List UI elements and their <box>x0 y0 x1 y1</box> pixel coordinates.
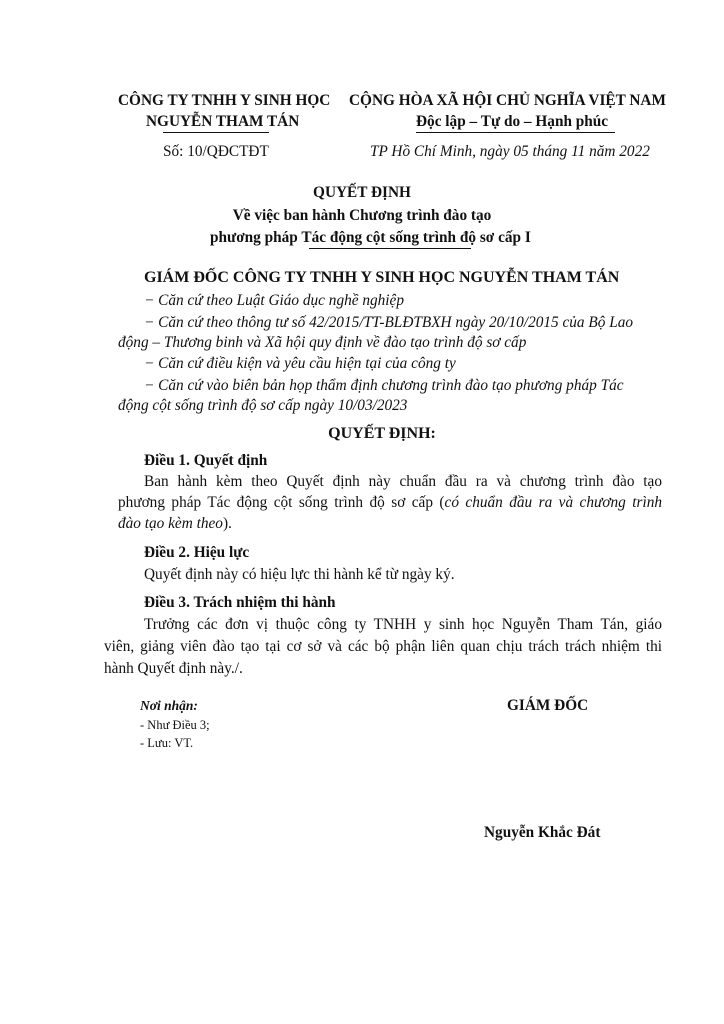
recipient-item: - Lưu: VT. <box>140 736 194 750</box>
basis-item: − Căn cứ vào biên bản họp thẩm định chương trình đào tạo phương pháp Tác <box>144 377 624 394</box>
recipients-label: Nơi nhận: <box>140 698 198 713</box>
basis-item: − Căn cứ theo thông tư số 42/2015/TT-BLĐTBXH ngày 20/10/2015 của Bộ Lao <box>144 314 634 331</box>
article-2-title: Điều 2. Hiệu lực <box>144 544 250 561</box>
article-3-line: viên, giảng viên đào tạo tại cơ sở và các bộ phận liên quan chịu trách trách nhiệm thi <box>104 638 662 655</box>
basis-item-continued: động – Thương binh và Xã hội quy định về đào tạo trình độ sơ cấp <box>118 334 527 351</box>
basis-item: − Căn cứ theo Luật Giáo dục nghề nghiệp <box>144 292 404 309</box>
recipient-item: - Như Điều 3; <box>140 718 210 732</box>
article-1-line: Ban hành kèm theo Quyết định này chuẩn đầu ra và chương trình đào tạo <box>144 473 662 490</box>
place-and-date: TP Hồ Chí Minh, ngày 05 tháng 11 năm 2022 <box>370 143 650 160</box>
decision-subject-line2: phương pháp Tác động cột sống trình độ sơ cấp I <box>210 229 531 246</box>
article-1-text-end: ). <box>222 515 232 532</box>
article-3-line: hành Quyết định này./. <box>104 660 243 677</box>
article-1-note: có chuẩn đầu ra và chương trình <box>444 494 662 511</box>
article-2-line: Quyết định này có hiệu lực thi hành kể từ ngày ký. <box>144 566 455 583</box>
basis-item-continued: động cột sống trình độ sơ cấp ngày 10/03/2023 <box>118 397 408 414</box>
basis-item: − Căn cứ điều kiện và yêu cầu hiện tại của công ty <box>144 355 456 372</box>
signatory-name: Nguyễn Khắc Đát <box>484 824 601 841</box>
decision-heading: QUYẾT ĐỊNH: <box>328 425 436 442</box>
article-3-title: Điều 3. Trách nhiệm thi hành <box>144 594 336 611</box>
signatory-title: GIÁM ĐỐC <box>507 697 589 714</box>
motto-underline <box>416 132 615 133</box>
national-motto: Độc lập – Tự do – Hạnh phúc <box>416 113 609 130</box>
nation-title: CỘNG HÒA XÃ HỘI CHỦ NGHĨA VIỆT NAM <box>349 92 666 109</box>
company-underline <box>163 132 269 133</box>
subject-underline <box>309 248 471 249</box>
decision-subject-line1: Về việc ban hành Chương trình đào tạo <box>232 207 492 224</box>
article-1-note-end: đào tạo kèm theo <box>118 515 223 532</box>
article-1-title: Điều 1. Quyết định <box>144 452 268 469</box>
article-1-text: phương pháp Tác động cột sống trình độ sơ cấp ( <box>118 494 445 511</box>
document-number: Số: 10/QĐCTĐT <box>163 143 269 160</box>
decision-title: QUYẾT ĐỊNH <box>313 184 411 201</box>
article-3-line: Trưởng các đơn vị thuộc công ty TNHH y sinh học Nguyễn Tham Tán, giáo <box>144 616 662 633</box>
company-name-line1: CÔNG TY TNHH Y SINH HỌC <box>118 92 331 109</box>
company-name-line2: NGUYỄN THAM TÁN <box>146 113 300 130</box>
issuing-authority: GIÁM ĐỐC CÔNG TY TNHH Y SINH HỌC NGUYỄN THAM TÁN <box>144 269 620 286</box>
article-1-line <box>118 494 662 512</box>
article-1-line <box>118 515 232 533</box>
